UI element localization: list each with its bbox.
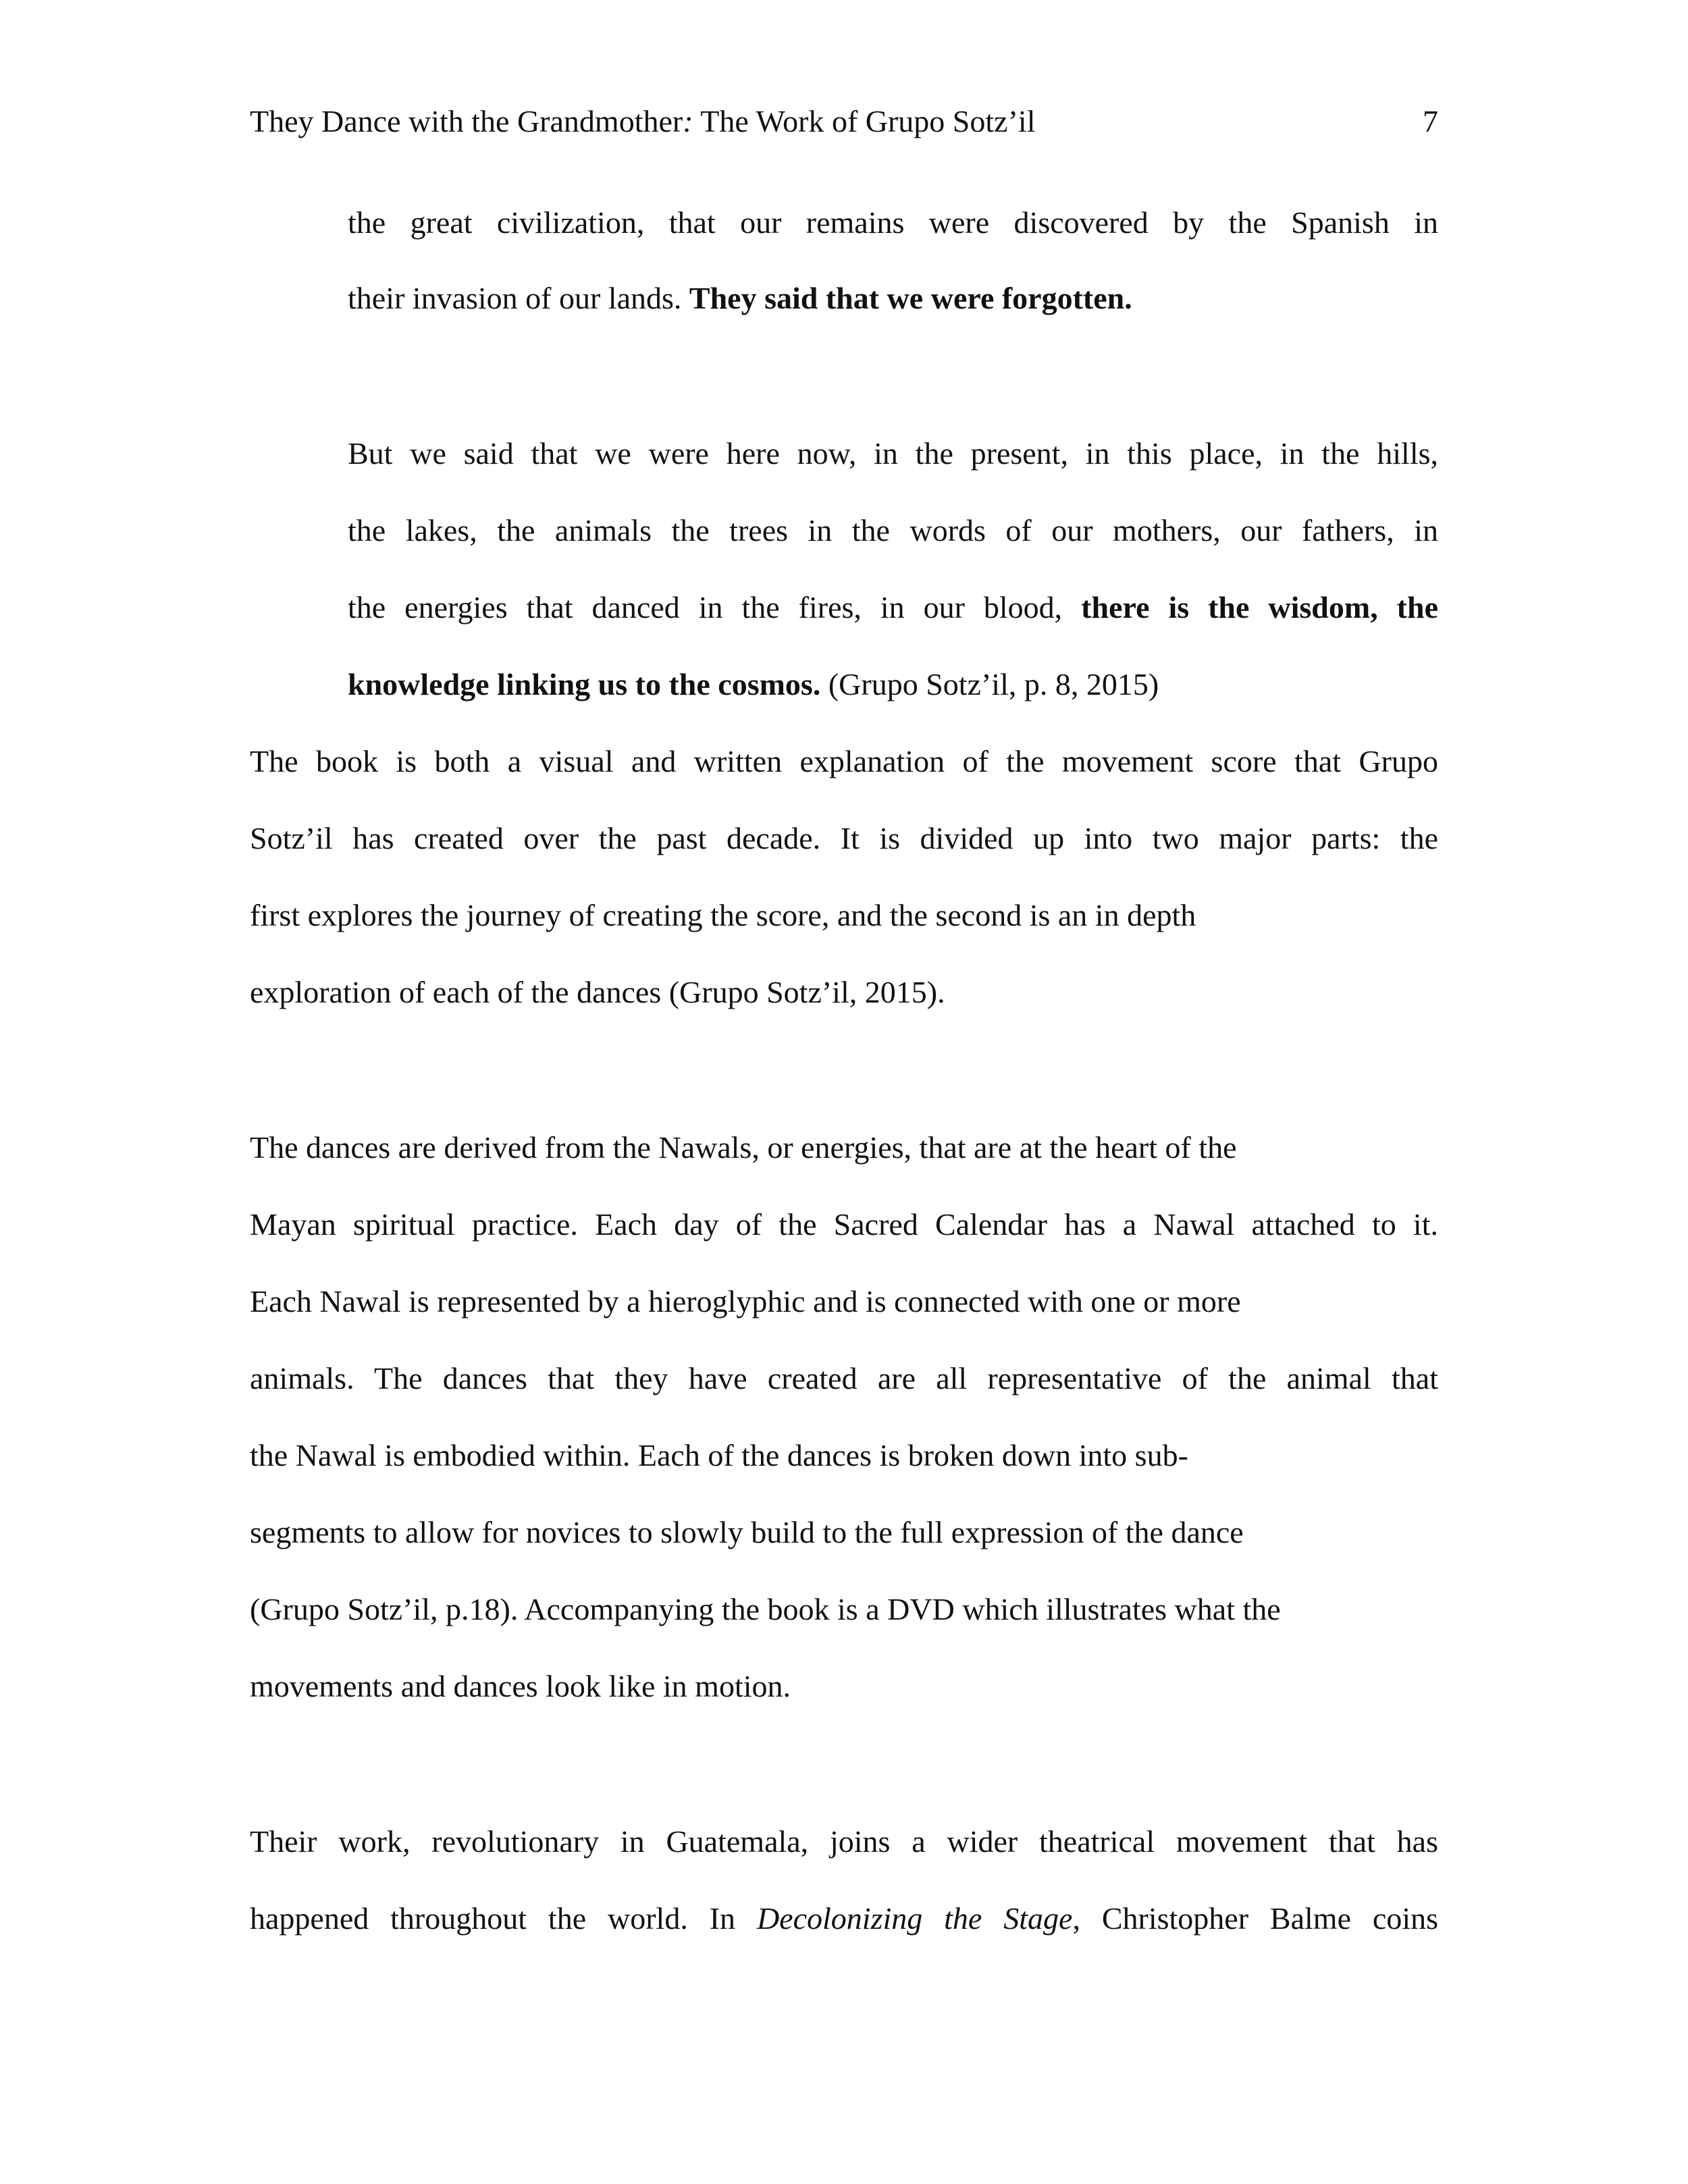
body-line: animals. The dances that they have created are all representative of the animal that [250, 1361, 1438, 1395]
body-line: The book is both a visual and written explanation of the movement score that Grupo [250, 744, 1438, 778]
body-line: Their work, revolutionary in Guatemala, joins a wider theatrical movement that has [250, 1824, 1438, 1859]
quote-line: knowledge linking us to the cosmos. (Grupo Sotz’il, p. 8, 2015) [348, 667, 1159, 701]
body-line: The dances are derived from the Nawals, or energies, that are at the heart of the [250, 1130, 1237, 1165]
quote-line: the energies that danced in the fires, in our blood, there is the wisdom, the [348, 590, 1439, 624]
quote-line: But we said that we were here now, in the present, in this place, in the hills, [348, 436, 1438, 471]
body-line: the Nawal is embodied within. Each of the dances is broken down into sub- [250, 1438, 1188, 1472]
body-line: Each Nawal is represented by a hieroglyphic and is connected with one or more [250, 1284, 1241, 1319]
running-title: They Dance with the Grandmother: The Work of Grupo Sotz’il [250, 104, 1036, 138]
quote-line: the lakes, the animals the trees in the words of our mothers, our fathers, in [348, 513, 1438, 548]
body-line: movements and dances look like in motion. [250, 1669, 791, 1703]
body-line: Mayan spiritual practice. Each day of the Sacred Calendar has a Nawal attached to it. [250, 1207, 1438, 1242]
body-line: first explores the journey of creating the score, and the second is an in depth [250, 898, 1196, 932]
body-line: happened throughout the world. In Decolonizing the Stage, Christopher Balme coins [250, 1901, 1438, 1936]
page-number: 7 [1423, 104, 1438, 138]
book-title: Decolonizing the Stage [756, 1901, 1073, 1936]
body-line: segments to allow for novices to slowly build to the full expression of the dance [250, 1515, 1244, 1549]
running-header [250, 101, 1438, 142]
quote-line: the great civilization, that our remains were discovered by the Spanish in [348, 205, 1438, 240]
body-line: exploration of each of the dances (Grupo Sotz’il, 2015). [250, 975, 945, 1009]
body-line: Sotz’il has created over the past decade. It is divided up into two major parts: the [250, 821, 1438, 855]
quote-line: their invasion of our lands. They said that we were forgotten. [348, 281, 1132, 315]
body-line: (Grupo Sotz’il, p.18). Accompanying the book is a DVD which illustrates what the [250, 1592, 1281, 1626]
